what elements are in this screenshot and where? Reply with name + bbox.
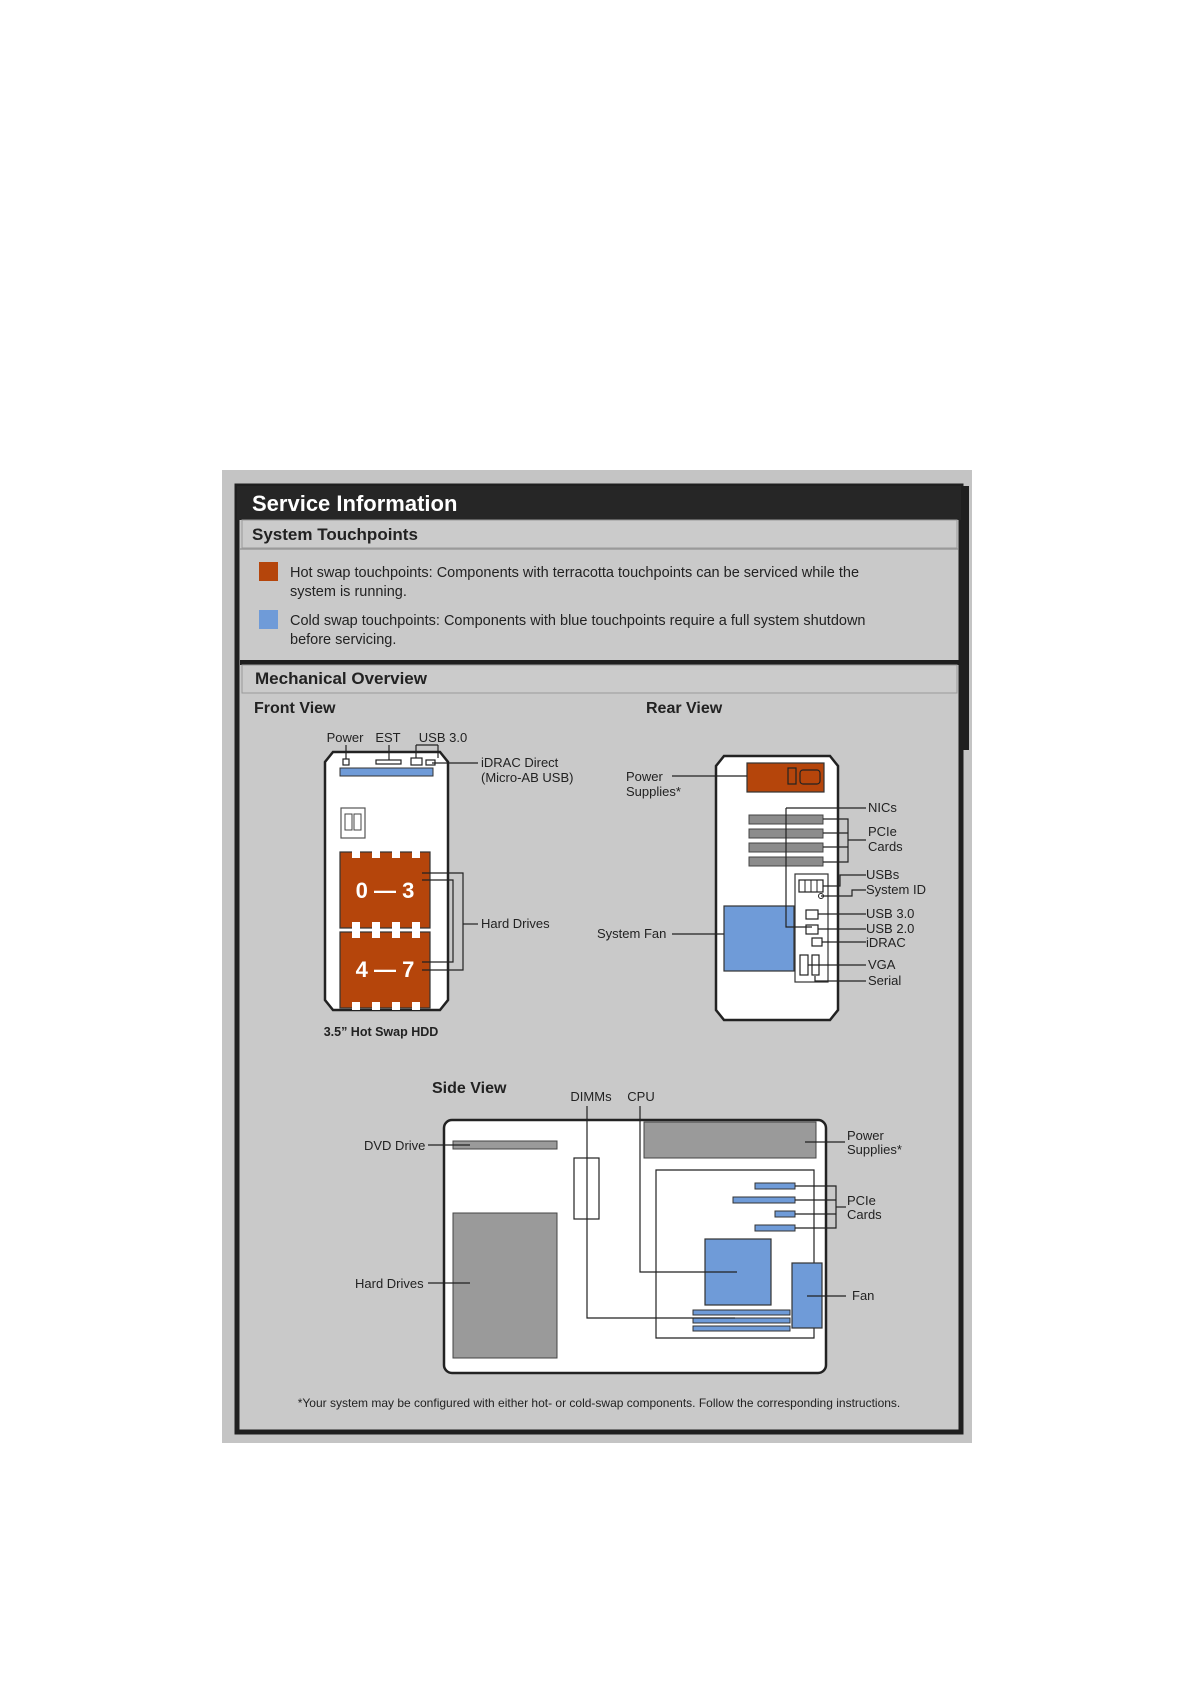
side-label-dvd-drive: DVD Drive (364, 1138, 426, 1153)
rear-label-system-fan: System Fan (597, 926, 667, 941)
right-edge-shadow (963, 486, 969, 750)
side-label-fan: Fan (852, 1288, 875, 1303)
side-pcie-1 (755, 1183, 795, 1189)
side-view-title: Side View (432, 1080, 507, 1097)
side-label-pcie-2: Cards (847, 1207, 882, 1222)
rear-system-fan (724, 906, 794, 971)
page-title: Service Information (252, 491, 458, 516)
rear-idrac-port (812, 938, 822, 946)
side-label-pcie: PCIe (847, 1193, 876, 1208)
side-dimm-2 (693, 1318, 790, 1323)
front-label-idrac-direct: iDRAC Direct (481, 755, 559, 770)
est-tag (376, 760, 401, 764)
front-label-power: Power (326, 730, 364, 745)
side-label-cpu: CPU (627, 1089, 655, 1104)
front-label-idrac-direct-sub: (Micro-AB USB) (481, 770, 574, 785)
rear-label-nics: NICs (868, 800, 897, 815)
front-view-title: Front View (254, 700, 336, 717)
front-optical-strip (340, 768, 433, 776)
rear-label-usbs: USBs (866, 867, 900, 882)
side-dimm-3 (693, 1326, 790, 1331)
front-caption: 3.5” Hot Swap HDD (323, 1025, 439, 1039)
usb-port (411, 758, 422, 765)
rear-usb20-port (806, 925, 818, 934)
side-label-dimms: DIMMs (570, 1089, 612, 1104)
side-hard-drives (453, 1213, 557, 1358)
bay-label-4-7: 4 — 7 (355, 957, 415, 982)
bay-label-0-3: 0 — 3 (355, 878, 415, 903)
footnote: *Your system may be configured with either hot- or cold-swap components. Follow the corresponding instructions. (297, 1396, 901, 1410)
legend-cold-swap-line1: Cold swap touchpoints: Components with blue touchpoints require a full system shutdown (290, 613, 866, 629)
rear-vga-port (800, 955, 808, 975)
rear-usb30-port (806, 910, 818, 919)
rear-label-serial: Serial (868, 973, 902, 988)
section-mechanical-title: Mechanical Overview (255, 669, 427, 688)
rear-label-power: Power (626, 769, 663, 784)
drive-bay-0-3 (340, 850, 430, 930)
side-pcie-3 (775, 1211, 795, 1217)
front-label-hard-drives: Hard Drives (481, 916, 550, 931)
rear-label-usb20: USB 2.0 (866, 921, 915, 936)
drive-bay-4-7 (340, 930, 430, 1010)
rear-power-supply (747, 763, 824, 792)
legend-hot-swap-line1: Hot swap touchpoints: Components with terracotta touchpoints can be serviced while the (290, 565, 860, 581)
front-label-usb30: USB 3.0 (418, 730, 468, 745)
side-pcie-2 (733, 1197, 795, 1203)
side-pcie-4 (755, 1225, 795, 1231)
rear-label-pcie-2: Cards (868, 839, 903, 854)
rear-label-usb30: USB 3.0 (866, 906, 915, 921)
rear-label-power-2: Supplies* (626, 784, 681, 799)
power-button (343, 759, 349, 765)
side-power-supplies (644, 1122, 816, 1158)
rear-label-idrac: iDRAC (866, 935, 906, 950)
blue-swatch (259, 610, 278, 629)
rear-label-system-id: System ID (866, 882, 926, 897)
rear-label-pcie: PCIe (868, 824, 897, 839)
legend-hot-swap-line2: system is running. (290, 584, 407, 600)
rear-view-title: Rear View (646, 700, 723, 717)
rear-label-vga: VGA (868, 957, 896, 972)
terracotta-swatch (259, 562, 278, 581)
side-label-power: Power (847, 1128, 884, 1143)
side-dimm-1 (693, 1310, 790, 1315)
front-label-est: EST (375, 730, 401, 745)
section-touchpoints-title: System Touchpoints (252, 525, 418, 544)
side-label-power-2: Supplies* (847, 1142, 902, 1157)
legend-cold-swap-line2: before servicing. (290, 632, 397, 648)
side-label-hard-drives: Hard Drives (355, 1276, 424, 1291)
